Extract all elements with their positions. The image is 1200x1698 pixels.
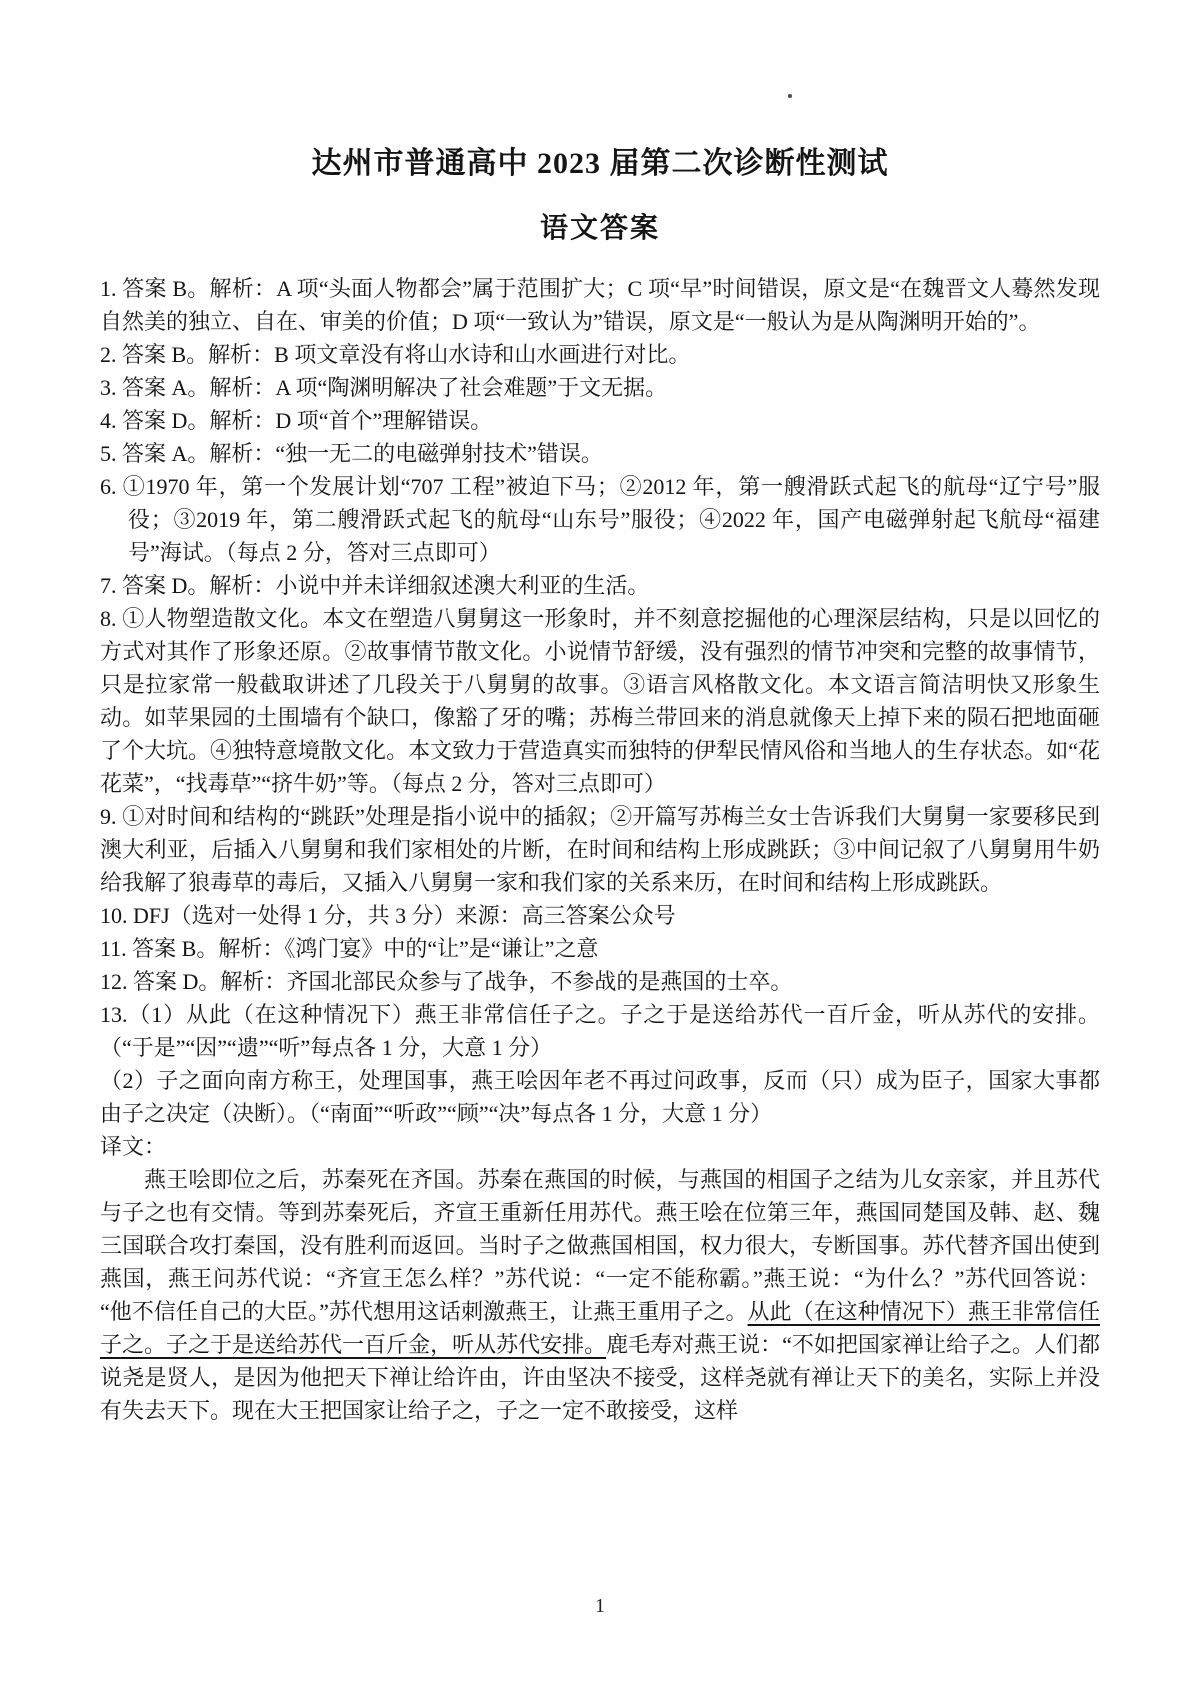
translation-text-after: 鹿毛寿对燕王说：“不如把国家禅让给子之。人们都说尧是贤人，是因为他把天下禅让给许由，许由坚决不接受，这样尧就有禅让天下的美名，实际上并没有失去天下。现在大王把国家让给子之，子之一定不敢接受，这样 [100,1332,1100,1423]
page-title: 达州市普通高中 2023 届第二次诊断性测试 [311,147,889,180]
answer-item-5: 5. 答案 A。解析：“独一无二的电磁弹射技术”错误。 [100,441,603,466]
translation-text-before: 燕王哙即位之后，苏秦死在齐国。苏秦在燕国的时候，与燕国的相国子之结为儿女亲家，并且苏代与子之也有交情。等到苏秦死后，齐宣王重新任用苏代。燕王哙在位第三年，燕国同楚国及韩、赵、魏三国联合攻打秦国，没有胜利而返回。当时子之做燕国相国，权力很大，专断国事。苏代替齐国出使到燕国，燕王问苏代说：“齐宣王怎么样？”苏代说：“一定不能称霸。”燕王说：“为什么？”苏代回答说：“他不信任自己的大臣。”苏代想用这话刺激燕王，让燕王重用子之。 [100,1167,1100,1324]
answer-item-8: 8. ①人物塑造散文化。本文在塑造八舅舅这一形象时，并不刻意挖掘他的心理深层结构，只是以回忆的方式对其作了形象还原。②故事情节散文化。小说情节舒缓，没有强烈的情节冲突和完整的故事情节，只是拉家常一般截取讲述了几段关于八舅舅的故事。③语言风格散文化。本文语言简洁明快又形象生动。如苹果园的土围墙有个缺口，像豁了牙的嘴；苏梅兰带回来的消息就像天上掉下来的陨石把地面砸了个大坑。④独特意境散文化。本文致力于营造真实而独特的伊犁民情风俗和当地人的生存状态。如“花花菜”，“找毒草”“挤牛奶”等。（每点 2 分，答对三点即可） [100,606,1100,796]
page-subtitle: 语文答案 [539,213,660,244]
answer-item-1: 1. 答案 B。解析：A 项“头面人物都会”属于范围扩大；C 项“早”时间错误，原文是“在魏晋文人蓦然发现自然美的独立、自在、审美的价值；D 项“一致认为”错误，原文是“一般认为是从陶渊明开始的”。 [100,276,1100,334]
scan-artifact-dot [788,94,792,98]
answer-item-13-part-2: （2）子之面向南方称王，处理国事，燕王哙因年老不再过问政事，反而（只）成为臣子，国家大事都由子之决定（决断）。（“南面”“听政”“顾”“决”每点各 1 分，大意 1 分） [100,1068,1100,1126]
answer-item-6: 6. ①1970 年，第一个发展计划“707 工程”被迫下马；②2012 年，第一艘滑跃式起飞的航母“辽宁号”服役；③2019 年，第二艘滑跃式起飞的航母“山东号”服役；④2022 年，国产电磁弹射起飞航母“福建号”海试。（每点 2 分，答对三点即可） [100,474,1100,565]
answer-item-10: 10. DFJ（选对一处得 1 分，共 3 分）来源：高三答案公众号 [100,903,676,928]
answer-item-4: 4. 答案 D。解析：D 项“首个”理解错误。 [100,408,493,433]
answer-item-12: 12. 答案 D。解析：齐国北部民众参与了战争，不参战的是燕国的士卒。 [100,969,793,994]
translation-paragraph [100,1163,1100,1427]
page-number: 1 [595,1595,605,1617]
answer-item-7: 7. 答案 D。解析：小说中并未详细叙述澳大利亚的生活。 [100,573,650,598]
answer-item-9: 9. ①对时间和结构的“跳跃”处理是指小说中的插叙；②开篇写苏梅兰女士告诉我们大舅舅一家要移民到澳大利亚，后插入八舅舅和我们家相处的片断，在时间和结构上形成跳跃；③中间记叙了八舅舅用牛奶给我解了狼毒草的毒后，又插入八舅舅一家和我们家的关系来历，在时间和结构上形成跳跃。 [100,804,1100,895]
answer-item-2: 2. 答案 B。解析：B 项文章没有将山水诗和山水画进行对比。 [100,342,691,367]
answer-item-3: 3. 答案 A。解析：A 项“陶渊明解决了社会难题”于文无据。 [100,375,668,400]
translation-underlined-text: 从此（在这种情况下）燕王非常信任子之。子之于是送给苏代一百斤金，听从苏代安排。 [100,1299,1100,1357]
answer-item-11: 11. 答案 B。解析：《鸿门宴》中的“让”是“谦让”之意 [100,936,599,961]
answer-item-13-part-1: 13.（1）从此（在这种情况下）燕王非常信任子之。子之于是送给苏代一百斤金，听从苏代的安排。（“于是”“因”“遗”“听”每点各 1 分，大意 1 分） [100,1002,1100,1060]
translation-label: 译文： [100,1134,167,1159]
